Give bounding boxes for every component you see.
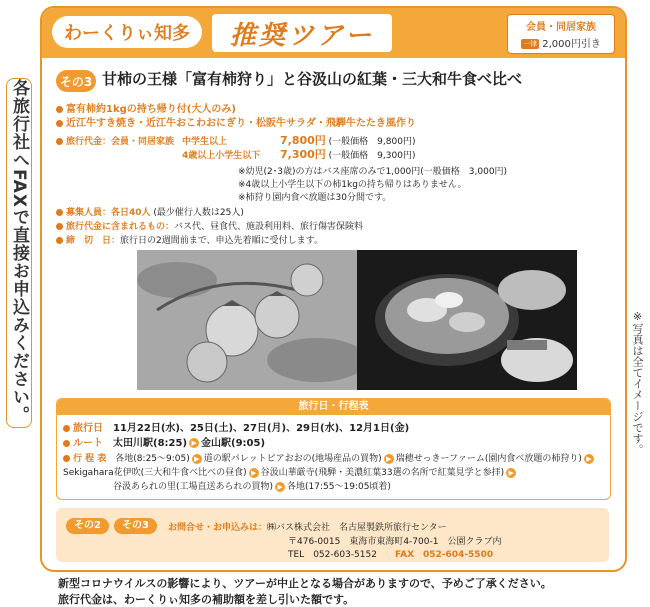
bullet-icon	[56, 223, 63, 230]
right-side-note-text: ※写真は全てイメージです。	[631, 310, 644, 455]
schedule-box	[56, 398, 611, 500]
left-side-note	[6, 78, 32, 428]
price-note-infant: ※幼児(2･3歳)の方はバス座席のみで1,000円(一般価格 3,000円)	[238, 167, 508, 177]
itinerary-line2: Sekigahara花伊吹(三大和牛食べ比べの昼食) ▶ 谷汲山華厳寺(飛騨・美濃紅葉33選の名所で紅葉見学と参拝) ▶	[63, 465, 518, 478]
price-adult: 7,800円 (一般価格 9,800円)	[280, 134, 416, 147]
price-child-label: 4歳以上小学生以下	[182, 151, 261, 161]
price-child: 7,300円 (一般価格 9,300円)	[280, 148, 416, 161]
left-side-note-text: 各旅行社へFAXで直接お申込みください。	[9, 79, 29, 424]
arrow-icon: ▶	[189, 438, 199, 448]
arrow-icon: ▶	[275, 482, 285, 492]
arrow-icon: ▶	[192, 454, 202, 464]
tour-number-badge: その3	[56, 70, 96, 92]
deadline-row: 締 切 日：旅行日の2週間前まで、申込先着順に受付します。	[56, 233, 323, 246]
price-note-persimmon: ※4歳以上小学生以下の柿1kgの持ち帰りはありません。	[238, 180, 467, 190]
arrow-icon: ▶	[249, 468, 259, 478]
tour-2-pill: その2	[66, 518, 109, 534]
capacity-row: 募集人員：各日40人 (最少催行人数は25人)	[56, 205, 244, 218]
footer-notice-covid: 新型コロナウイルスの影響により、ツアーが中止となる場合がありますので、予めご了承ください。	[58, 577, 552, 590]
tour-card	[40, 6, 627, 572]
tour-title: 甘柿の王様「富有柿狩り」と谷汲山の紅葉・三大和牛食べ比べ	[102, 70, 523, 88]
bullet-icon	[56, 138, 63, 145]
uniform-badge: 一律	[523, 40, 538, 48]
recommended-tour-ribbon: 推奨ツアー	[212, 14, 392, 52]
bullet-icon	[56, 106, 63, 113]
persimmon-illustration	[137, 250, 357, 390]
tour-3-pill: その3	[114, 518, 157, 534]
contact-phone: TEL 052-603-5152 FAX 052-604-5500	[288, 550, 494, 560]
itinerary-line1: 行 程 表 各地(8:25～9:05) ▶ 道の駅パレットピアおおの(地場産品の買物) ▶ 瑞穂せっきーファーム(園内食べ放題の柿狩り) ▶	[63, 451, 596, 464]
arrow-icon: ▶	[584, 454, 594, 464]
itinerary-line3: 谷汲あられの里(工場直送あられの買物) ▶ 各地(17:55～19:05頃着)	[113, 482, 391, 492]
contact-box	[56, 508, 609, 562]
discount-tag-line2	[508, 35, 614, 50]
contact-company: お問合せ・お申込みは：㈱バス株式会社 名古屋製鉄所旅行センター	[168, 523, 447, 533]
price-adult-label: 中学生以上	[182, 137, 228, 147]
price-label: 旅行代金：会員・同居家族	[56, 134, 174, 147]
logo: わーくりぃ知多	[52, 16, 202, 48]
included-row: 旅行代金に含まれるもの：バス代、昼食代、施設利用料、旅行傷害保険料	[56, 219, 363, 232]
discount-tag	[507, 14, 615, 54]
bullet-icon	[63, 425, 70, 432]
bullet-icon	[56, 237, 63, 244]
discount-tag-line1: 会員・同居家族	[526, 22, 596, 33]
right-side-note	[630, 310, 644, 455]
arrow-icon: ▶	[506, 468, 516, 478]
sukiyaki-photo	[357, 250, 577, 390]
route: ルート 太田川駅(8:25) ▶ 金山駅(9:05)	[63, 434, 265, 449]
contact-address: 〒476-0015 東海市東海町4-700-1 公園クラブ内	[288, 537, 502, 547]
discount-amount: 2,000円引き	[542, 39, 601, 50]
schedule-heading: 旅行日・行程表	[57, 399, 610, 415]
sukiyaki-illustration	[357, 250, 577, 390]
bullet-icon	[63, 455, 70, 462]
footer-notice-subsidy: 旅行代金は、わーくりぃ知多の補助額を差し引いた額です。	[58, 593, 355, 606]
bullet-icon	[63, 440, 70, 447]
arrow-icon: ▶	[384, 454, 394, 464]
bullet-icon	[56, 209, 63, 216]
price-note-time: ※柿狩り園内食べ放題は30分間です。	[238, 193, 392, 203]
bullet-icon	[56, 120, 63, 127]
highlight-lunch: 近江牛すき焼き・近江牛おこわおにぎり・松阪牛サラダ・飛騨牛たたき風作り	[56, 114, 416, 129]
travel-dates: 旅行日 11月22日(水)、25日(土)、27日(月)、29日(水)、12月1日(金)	[63, 419, 409, 434]
highlight-persimmon: 富有柿約1kgの持ち帰り付(大人のみ)	[56, 100, 236, 115]
persimmon-photo	[137, 250, 357, 390]
card-header	[42, 8, 625, 58]
